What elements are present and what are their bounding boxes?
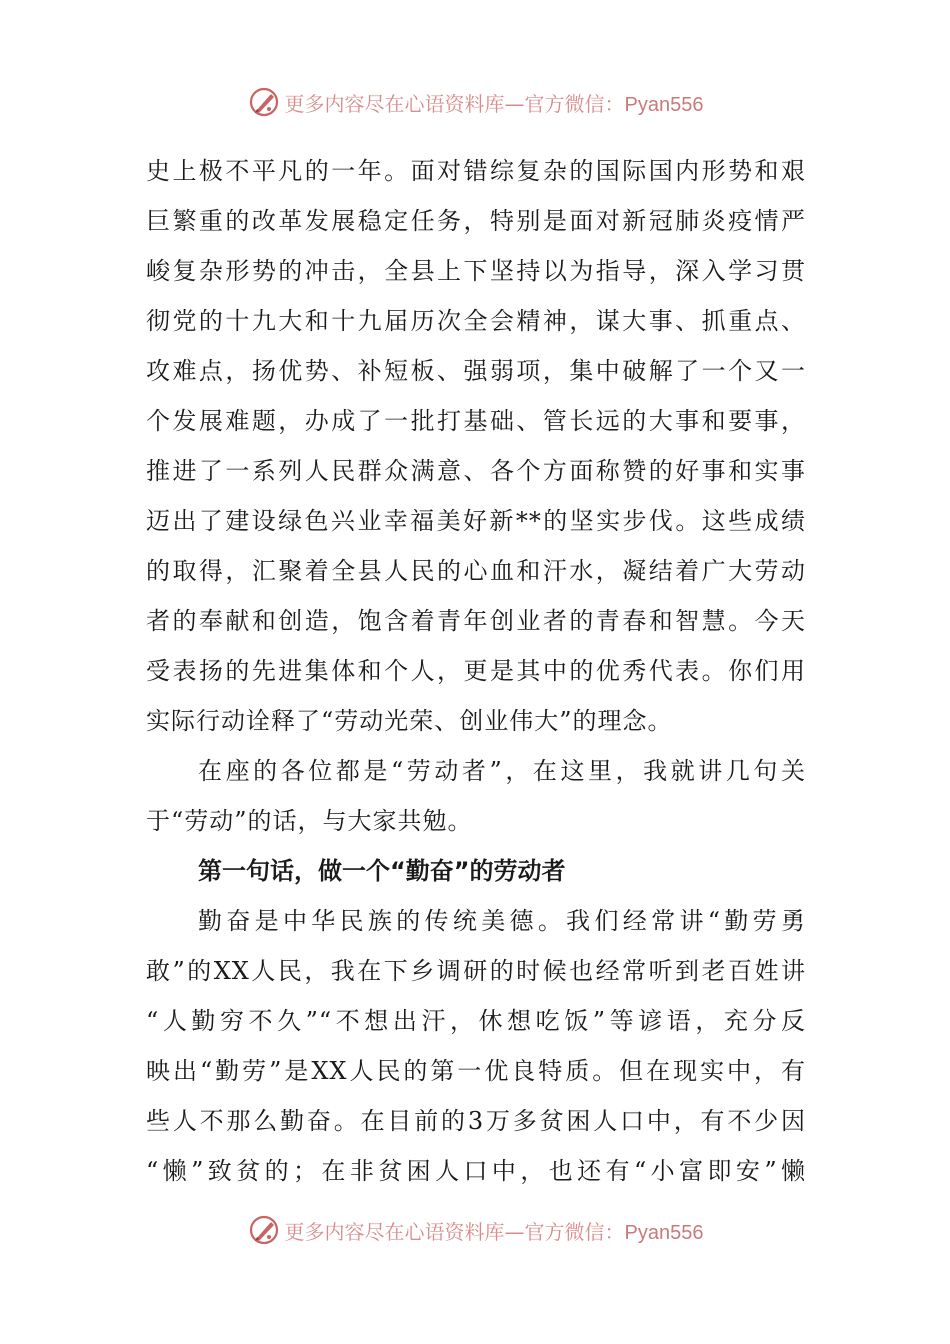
watermark-text xyxy=(285,1216,704,1245)
text-line: 彻党的十九大和十九届历次全会精神，谋大事、抓重点、 xyxy=(146,307,806,335)
paragraph-1 xyxy=(146,146,806,746)
quill-pen-icon xyxy=(247,85,281,119)
text-line: 受表扬的先进集体和个人，更是其中的优秀代表。你们用 xyxy=(146,657,806,685)
text-line: 攻难点，扬优势、补短板、强弱项，集中破解了一个又一 xyxy=(146,357,806,385)
text-line: 敢”的XX人民，我在下乡调研的时候也经常听到老百姓讲 xyxy=(146,957,806,985)
watermark-handle: Pyan556 xyxy=(624,1221,704,1244)
text-line: 峻复杂形势的冲击，全县上下坚持以为指导，深入学习贯 xyxy=(146,257,806,285)
text-line: 的取得，汇聚着全县人民的心血和汗水，凝结着广大劳动 xyxy=(146,557,806,585)
text-line: 个发展难题，办成了一批打基础、管长远的大事和要事， xyxy=(146,407,806,435)
text-line: 在座的各位都是“劳动者”，在这里，我就讲几句关 xyxy=(198,757,806,785)
header-watermark xyxy=(0,82,950,122)
text-line: 映出“勤劳”是XX人民的第一优良特质。但在现实中，有 xyxy=(146,1057,806,1085)
text-line: 于“劳动”的话，与大家共勉。 xyxy=(146,807,473,835)
text-line: “懒”致贫的；在非贫困人口中，也还有“小富即安”懒 xyxy=(146,1157,806,1185)
text-line: 史上极不平凡的一年。面对错综复杂的国际国内形势和艰 xyxy=(146,157,806,185)
paragraph-2 xyxy=(146,746,806,846)
text-line: 者的奉献和创造，饱含着青年创业者的青春和智慧。今天 xyxy=(146,607,806,635)
text-line: 推进了一系列人民群众满意、各个方面称赞的好事和实事 xyxy=(146,457,806,485)
watermark-handle: Pyan556 xyxy=(624,93,704,116)
footer-watermark xyxy=(0,1210,950,1250)
text-line: 巨繁重的改革发展稳定任务，特别是面对新冠肺炎疫情严 xyxy=(146,207,806,235)
watermark-text xyxy=(285,88,704,117)
watermark-label: 更多内容尽在心语资料库—官方微信： xyxy=(284,91,625,116)
document-body xyxy=(146,146,806,1196)
text-line: 迈出了建设绿色兴业幸福美好新**的坚实步伐。这些成绩 xyxy=(146,507,806,535)
text-line: 实际行动诠释了“劳动光荣、创业伟大”的理念。 xyxy=(146,707,673,735)
text-line: “人勤穷不久”“不想出汗，休想吃饭”等谚语，充分反 xyxy=(146,1007,806,1035)
watermark-label: 更多内容尽在心语资料库—官方微信： xyxy=(284,1219,625,1244)
text-line: 些人不那么勤奋。在目前的3万多贫困人口中，有不少因 xyxy=(146,1107,806,1135)
quill-pen-icon xyxy=(247,1213,281,1247)
paragraph-3 xyxy=(146,896,806,1196)
section-heading: 第一句话，做一个“勤奋”的劳动者 xyxy=(198,857,566,885)
text-line: 勤奋是中华民族的传统美德。我们经常讲“勤劳勇 xyxy=(198,907,806,935)
